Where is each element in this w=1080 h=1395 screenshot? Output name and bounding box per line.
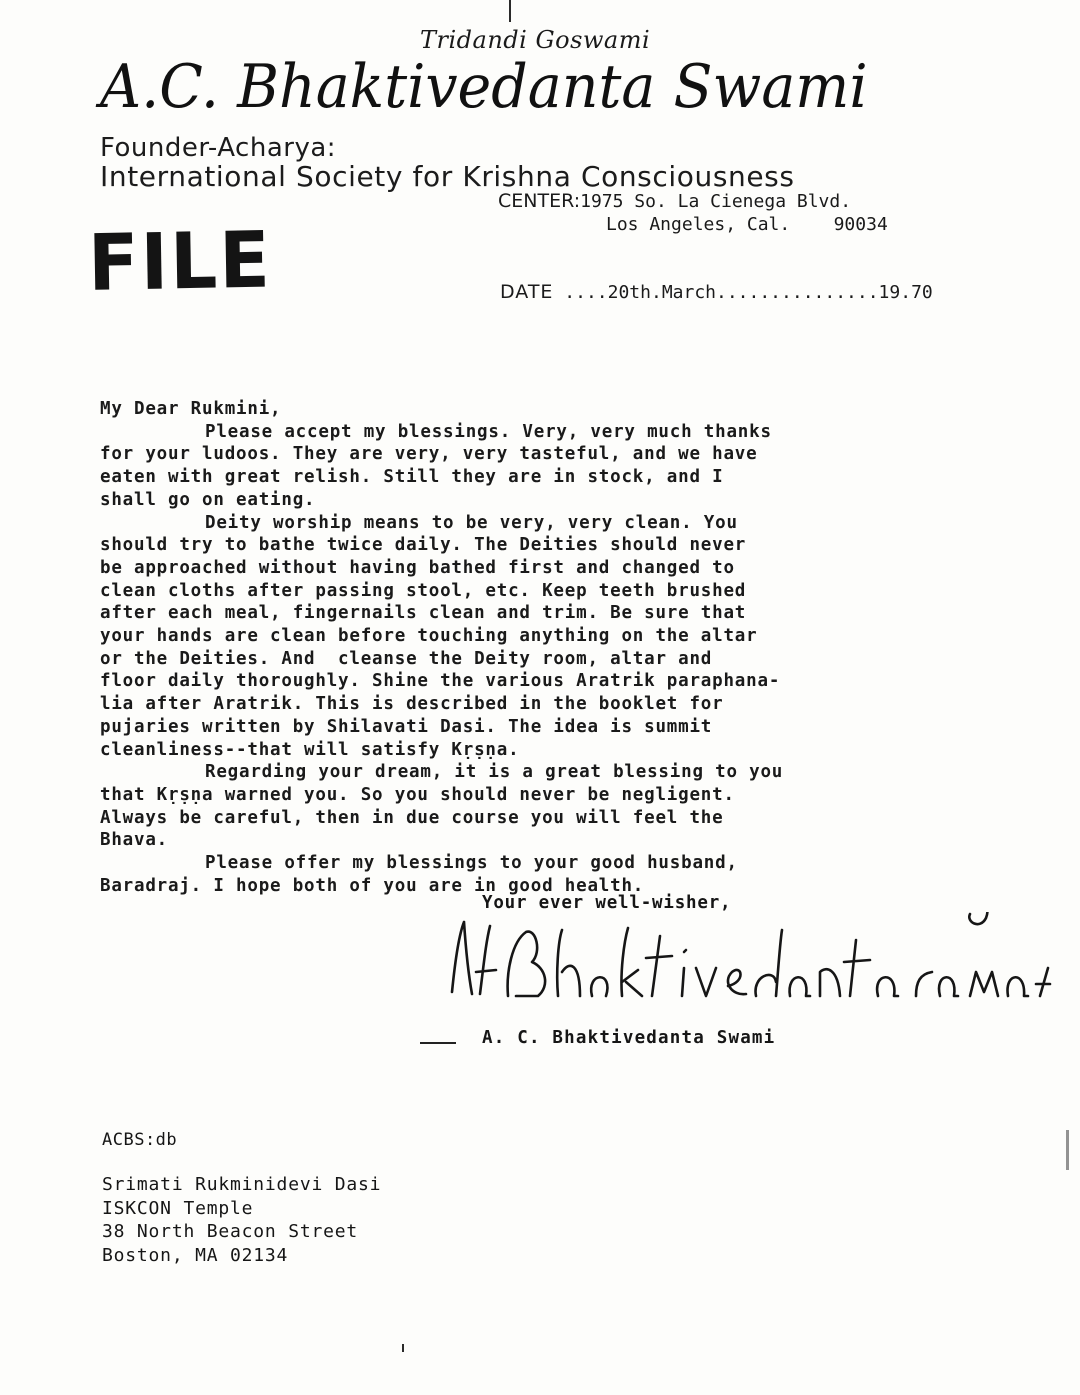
letter-line: for your ludoos. They are very, very tasteful, and we have [100,444,758,465]
center-label: CENTER: [498,190,581,212]
letter-line: lia after Aratrik. This is described in the booklet for [100,694,724,715]
address-line: 38 North Beacon Street [102,1221,359,1242]
signature-dash [420,1042,456,1044]
letter-line: Please offer my blessings to your good husband, [205,853,738,874]
letter-line: eaten with great relish. Still they are in stock, and I [100,467,724,488]
letter-line: Baradraj. I hope both of you are in good health. [100,875,645,896]
file-stamp: FILE [87,215,273,309]
scan-mark [509,0,511,22]
recipient-address [102,1173,381,1267]
letter-line: that Kṛṣṇa warned you. So you should never be negligent. [100,784,735,805]
closing: Your ever well-wisher, [482,893,732,913]
letterhead-city-line [606,214,888,235]
scan-mark [1066,1130,1069,1170]
letter-line: pujaries written by Shilavati Dasi. The idea is summit [100,716,713,737]
center-city: Los Angeles, Cal. [606,214,791,235]
letter-line: should try to bathe twice daily. The Deities should never [100,535,747,556]
letterhead-center [498,190,851,212]
letterhead-name: A.C. Bhaktivedanta Swami [100,52,868,122]
letterhead-title: Founder-Acharya: [100,133,337,163]
date-value: ....20th.March...............19.70 [564,282,933,303]
letter-line: your hands are clean before touching anything on the altar [100,626,758,647]
letter-line: shall go on eating. [100,489,316,510]
letter-line: Regarding your dream, it is a great blessing to you [205,762,784,783]
letter-line: Please accept my blessings. Very, very much thanks [205,421,772,442]
letter-line: Always be careful, then in due course you will feel the [100,807,724,828]
letter-line: clean cloths after passing stool, etc. Keep teeth brushed [100,580,747,601]
center-zip: 90034 [833,214,888,235]
salutation: My Dear Rukmini, [100,399,282,419]
letter-line: cleanliness--that will satisfy Kṛṣṇa. [100,739,520,760]
reference-initials: ACBS:db [102,1130,178,1150]
letter-line: be approached without having bathed first and changed to [100,557,735,578]
typed-signature-name: A. C. Bhaktivedanta Swami [482,1028,776,1048]
letter-line: Bhava. [100,830,169,851]
address-line: Boston, MA 02134 [102,1244,289,1266]
date-line [500,281,933,303]
center-address: 1975 So. La Cienega Blvd. [580,191,852,212]
letter-line: floor daily thoroughly. Shine the various Aratrik paraphana- [100,671,781,692]
letterhead-society: International Society for Krishna Consciousness [100,160,795,193]
address-line: Srimati Rukminidevi Dasi [102,1174,382,1195]
letter-line: after each meal, fingernails clean and trim. Be sure that [100,603,747,624]
address-line: ISKCON Temple [102,1197,254,1219]
letter-line: Deity worship means to be very, very clean. You [205,512,738,533]
scan-mark [402,1344,404,1352]
letterhead-tridandi: Tridandi Goswami [420,26,651,54]
letter-body [100,398,930,897]
date-label: DATE [500,281,554,303]
letter-line: or the Deities. And cleanse the Deity room, altar and [100,648,713,669]
handwritten-signature [446,912,1058,1012]
